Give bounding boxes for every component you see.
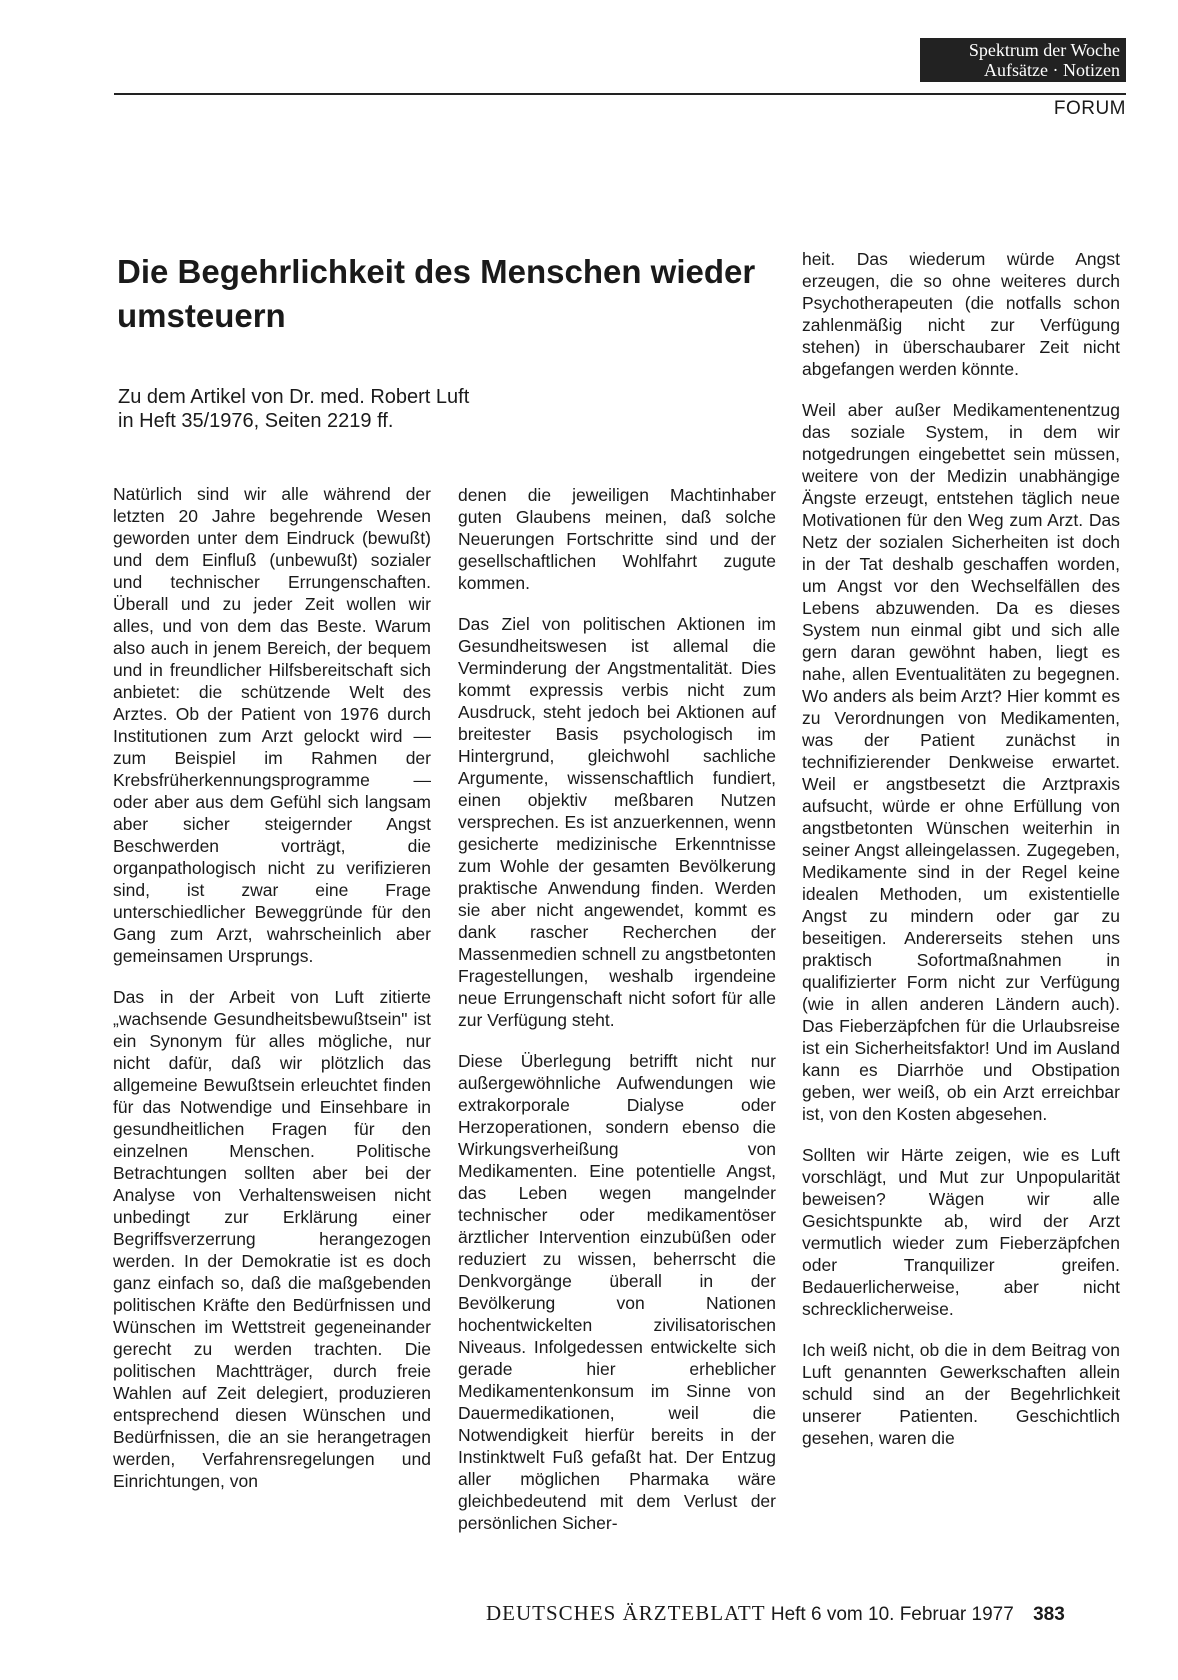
paragraph: Das in der Arbeit von Luft zitierte „wachsende Gesundheitsbewußtsein" ist ein Synonym für alles mögliche, nur nicht dafür, daß wir plötzlich das allgemeine Bewußtsein erleuchtet finden für das Notwendige und Einsehbare in gesundheitlichen Fragen für den einzelnen Menschen. Politische Betrachtungen sollten aber bei der Analyse von Verhaltensweisen nicht unbedingt zur Erklärung einer Begriffsverzerrung herangezogen werden. In der Demokratie ist es doch ganz einfach so, daß die maßgebenden politischen Kräfte den Bedürfnissen und Wünschen im Wettstreit gegeneinander gerecht zu werden trachten. Die politischen Machtträger, durch freie Wahlen auf Zeit delegiert, produzieren entsprechend diesen Wünschen und Bedürfnissen, die an sie herangetragen werden, Verfahrensregelungen und Einrichtungen, von xyxy=(113,987,431,1491)
text-column-3 xyxy=(802,248,1120,1468)
section-label: FORUM xyxy=(1053,98,1126,119)
paragraph: Ich weiß nicht, ob die in dem Beitrag von Luft genannten Gewerkschaften allein schuld sind an der Begehrlichkeit unserer Patienten. Geschichtlich gesehen, waren die xyxy=(802,1340,1120,1448)
journal-name: DEUTSCHES ÄRZTEBLATT xyxy=(486,1601,766,1625)
paragraph: Natürlich sind wir alle während der letzten 20 Jahre begehrende Wesen geworden unter dem Eindruck (bewußt) und dem Einfluß (unbewußt) sozialer und technischer Errungenschaften. Überall und zu jeder Zeit wollen wir alles, und von dem das Beste. Warum also auch in jenem Bereich, der bequem und in freundlicher Hilfsbereitschaft sich anbietet: die schützende Welt des Arztes. Ob der Patient von 1976 durch Institutionen zum Arzt gelockt wird — zum Beispiel im Rahmen der Krebsfrüherkennungsprogramme — oder aber aus dem Gefühl sich langsam aber sicher steigernder Angst Beschwerden vorträgt, die organpathologisch nicht zu verifizieren sind, ist zwar eine Frage unterschiedlicher Beweggründe für den Gang zum Arzt, wahrscheinlich aber gemeinsamen Ursprungs. xyxy=(113,484,431,966)
paragraph: heit. Das wiederum würde Angst erzeugen, die so ohne weiteres durch Psychotherapeuten (die notfalls schon zahlenmäßig nicht zur Verfügung stehen) in überschaubarer Zeit nicht abgefangen werden könnte. xyxy=(802,249,1120,379)
section-badge xyxy=(920,38,1126,82)
paragraph: denen die jeweiligen Machtinhaber guten Glaubens meinen, daß solche Neuerungen Fortschritte sind und der gesellschaftlichen Wohlfahrt zugute kommen. xyxy=(458,485,776,593)
issue-info: Heft 6 vom 10. Februar 1977 xyxy=(770,1604,1014,1625)
paragraph: Das Ziel von politischen Aktionen im Gesundheitswesen ist allemal die Verminderung der Angstmentalität. Dies kommt expressis verbis nicht zum Ausdruck, steht jedoch bei Aktionen auf breitester Basis psychologisch im Hintergrund, gleichwohl sachliche Argumente, wissenschaftlich fundiert, einen objektiv meßbaren Nutzen versprechen. Es ist anzuerkennen, wenn gesicherte medizinische Erkenntnisse zum Wohle der gesamten Bevölkerung praktische Anwendung finden. Werden sie aber nicht angewendet, kommt es dank rascher Recherchen der Massenmedien schnell zu angstbetonten Fragestellungen, weshalb irgendeine neue Errungenschaft nicht sofort für alle zur Verfügung steht. xyxy=(458,614,776,1030)
paragraph: Weil aber außer Medikamentenentzug das soziale System, in dem wir notgedrungen eingebettet sein müssen, weitere von der Medizin unabhängige Ängste erzeugt, entstehen täglich neue Motivationen für den Weg zum Arzt. Das Netz der sozialen Sicherheiten ist doch in der Tat deshalb geschaffen worden, um Angst vor den Wechselfällen des Lebens abzuwenden. Da es dieses System nun einmal gibt und sich alle gern daran gewöhnt haben, liegt es nahe, allen Eventualitäten zu begegnen. Wo anders als beim Arzt? Hier kommt es zu Verordnungen von Medikamenten, was der Patient zunächst in technifizierender Denkweise erwartet. Weil er angstbesetzt die Arztpraxis aufsucht, würde er ohne Erfüllung von angstbetonten Wünschen weiterhin in seiner Angst alleingelassen. Zugegeben, Medikamente sind in der Regel keine idealen Methoden, um existentielle Angst zu mindern oder gar zu beseitigen. Andererseits stehen uns praktisch Sofortmaßnahmen in qualifizierter Form nicht zur Verfügung (wie in allen anderen Ländern auch). Das Fieberzäpfchen für die Urlaubsreise ist ein Sicherheitsfaktor! Und im Ausland kann es Diarrhöe und Obstipation geben, wer weiß, ob ein Arzt erreichbar ist, von den Kosten abgesehen. xyxy=(802,400,1120,1124)
article-subtitle xyxy=(118,385,558,433)
badge-line-1: Spektrum der Woche xyxy=(968,40,1120,60)
paragraph: Sollten wir Härte zeigen, wie es Luft vorschlägt, und Mut zur Unpopularität beweisen? Wägen wir alle Gesichtspunkte ab, wird der Arzt vermutlich wieder zum Fieberzäpfchen oder Tranquilizer greifen. Bedauerlicherweise, aber nicht schrecklicherweise. xyxy=(802,1145,1120,1319)
header-rule xyxy=(114,93,1126,95)
paragraph: Diese Überlegung betrifft nicht nur außergewöhnliche Aufwendungen wie extrakorporale Dialyse oder Herzoperationen, sondern ebenso die Wirkungsverheißung von Medikamenten. Eine potentielle Angst, das Leben wegen mangelnder technischer oder medikamentöser ärztlicher Intervention einzubüßen oder reduziert zu wissen, beherrscht die Denkvorgänge überall in der Bevölkerung von Nationen hochentwickelten zivilisatorischen Niveaus. Infolgedessen entwickelte sich gerade hier erheblicher Medikamentenkonsum im Sinne von Dauermedikationen, weil die Notwendigkeit hierfür bereits in der Instinktwelt Fuß gefaßt hat. Der Entzug aller möglichen Pharmaka wäre gleichbedeutend mit dem Verlust der persönlichen Sicher- xyxy=(458,1051,776,1533)
page-number: 383 xyxy=(1033,1604,1065,1625)
text-column-2 xyxy=(458,484,776,1553)
article-title: Die Begehrlichkeit des Menschen wieder umsteuern xyxy=(117,253,756,334)
page-footer xyxy=(486,1601,1065,1626)
subtitle-line-1: Zu dem Artikel von Dr. med. Robert Luft xyxy=(118,386,470,408)
badge-line-2: Aufsätze · Notizen xyxy=(984,60,1120,80)
subtitle-line-2: in Heft 35/1976, Seiten 2219 ff. xyxy=(118,410,394,432)
text-column-1 xyxy=(113,483,431,1511)
